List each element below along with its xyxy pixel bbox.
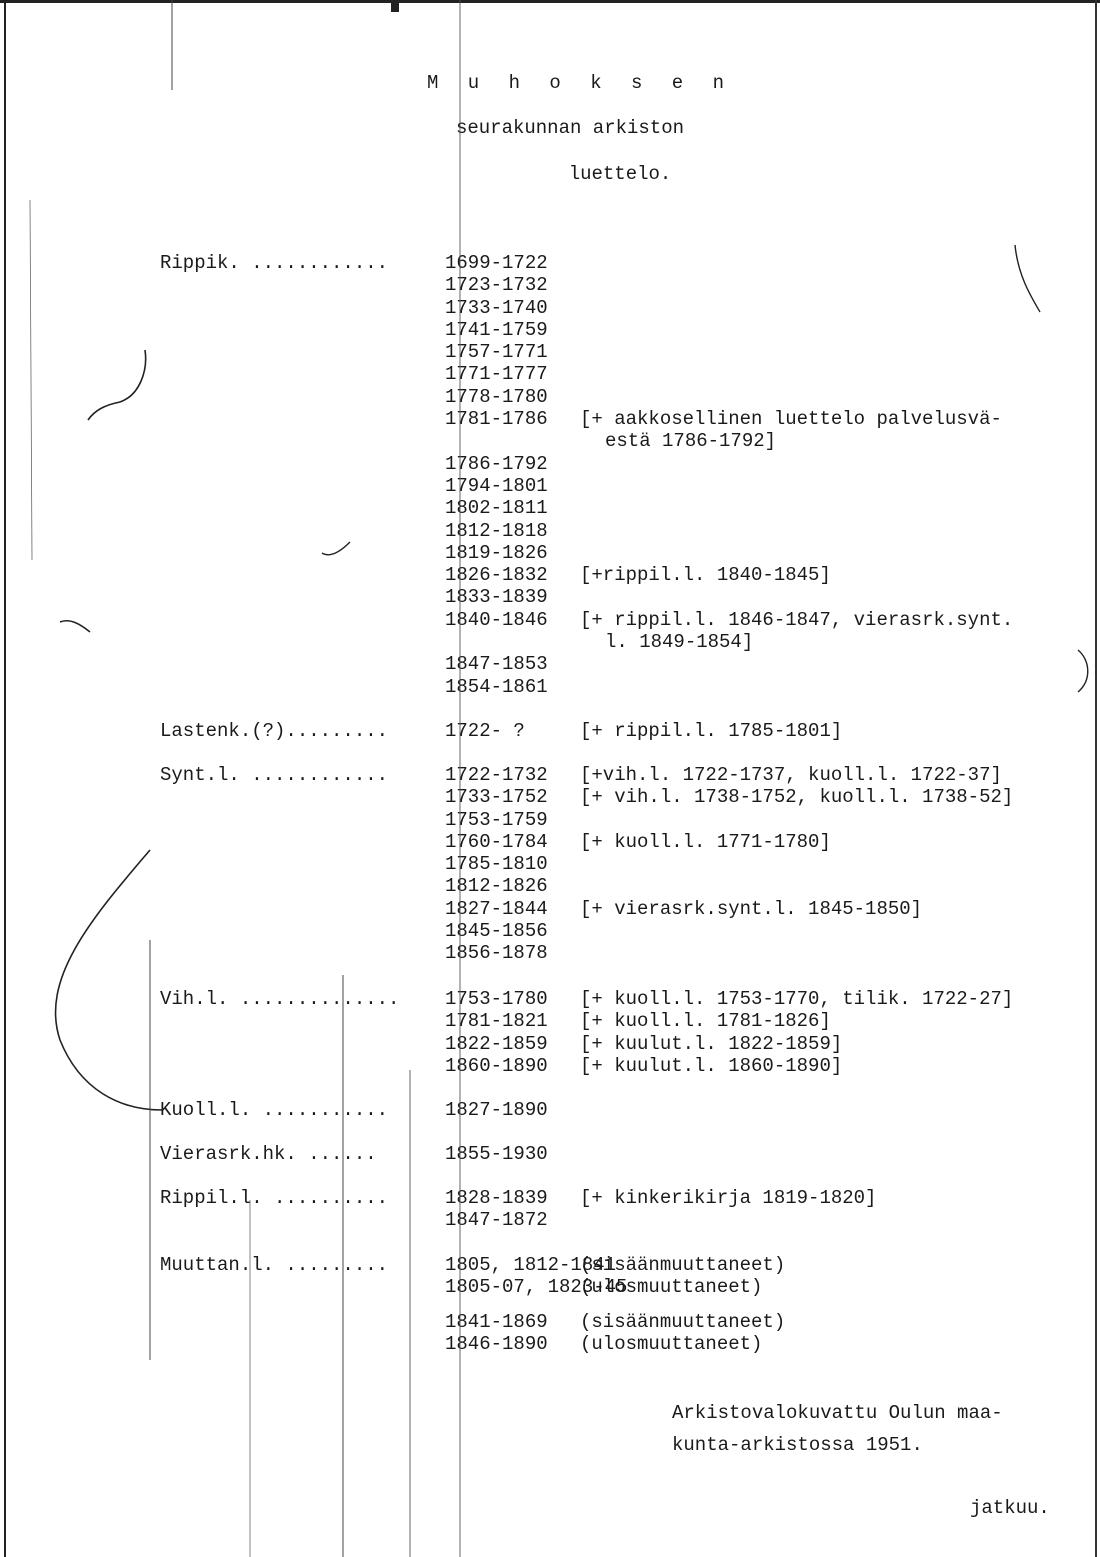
years: 1855-1930 <box>445 1143 548 1165</box>
section-label: Rippik. ............ <box>160 252 389 274</box>
margin-tick-mark-2 <box>322 542 350 555</box>
document-title: M u h o k s e n <box>426 72 734 94</box>
section-label: Muuttan.l. ......... <box>160 1254 389 1276</box>
years: 1812-1826 <box>445 875 548 898</box>
section-label: Rippil.l. .......... <box>160 1187 389 1209</box>
margin-bracket-mark <box>56 850 162 1110</box>
note: [+ kinkerikirja 1819-1820] <box>580 1187 877 1209</box>
note: [+ kuulut.l. 1822-1859] <box>580 1032 843 1055</box>
section-label: Lastenk.(?)......... <box>160 720 389 742</box>
note: [+ kuoll.l. 1753-1770, tilik. 1722-27] <box>580 988 1014 1010</box>
note: (ulosmuuttaneet) <box>580 1333 763 1356</box>
years: 1722-1732 <box>445 764 548 786</box>
note: [+ rippil.l. 1846-1847, vierasrk.synt. <box>580 608 1014 631</box>
years: 1854-1861 <box>445 675 548 698</box>
continued-note: jatkuu. <box>970 1497 1050 1519</box>
note: [+ vih.l. 1738-1752, kuoll.l. 1738-52] <box>580 786 1014 809</box>
note: [+ kuulut.l. 1860-1890] <box>580 1054 843 1077</box>
years: 1699-1722 <box>445 252 548 274</box>
years: 1778-1780 <box>445 385 548 408</box>
years: 1733-1752 <box>445 786 548 809</box>
years: 1785-1810 <box>445 853 548 876</box>
years: 1753-1759 <box>445 808 548 831</box>
right-paren-mark <box>1078 650 1088 692</box>
years: 1753-1780 <box>445 988 548 1010</box>
years: 1757-1771 <box>445 341 548 364</box>
years: 1805-07, 1823-45 <box>445 1276 628 1299</box>
years: 1826-1832 <box>445 564 548 587</box>
years: 1827-1890 <box>445 1099 548 1121</box>
years: 1741-1759 <box>445 318 548 341</box>
note: [+ rippil.l. 1785-1801] <box>580 720 843 742</box>
years: 1781-1821 <box>445 1010 548 1033</box>
years: 1760-1784 <box>445 830 548 853</box>
section-label: Vih.l. .............. <box>160 988 400 1010</box>
section-label: Vierasrk.hk. ...... <box>160 1143 377 1165</box>
years: 1733-1740 <box>445 296 548 319</box>
note: estä 1786-1792] <box>605 430 777 453</box>
years: 1827-1844 <box>445 897 548 920</box>
years: 1723-1732 <box>445 274 548 297</box>
note: [+rippil.l. 1840-1845] <box>580 564 831 587</box>
section-label: Kuoll.l. ........... <box>160 1099 389 1121</box>
years: 1828-1839 <box>445 1187 548 1209</box>
years: 1781-1786 <box>445 408 548 431</box>
years: 1841-1869 <box>445 1311 548 1333</box>
years: 1840-1846 <box>445 608 548 631</box>
years: 1805, 1812-1841 <box>445 1254 617 1276</box>
note: (ulosmuuttaneet) <box>580 1276 763 1299</box>
vertical-scratch-5 <box>30 200 32 560</box>
note: (sisäänmuuttaneet) <box>580 1311 786 1333</box>
years: 1786-1792 <box>445 452 548 475</box>
margin-tick-mark <box>60 621 90 632</box>
years: 1847-1853 <box>445 653 548 676</box>
years: 1771-1777 <box>445 363 548 386</box>
years: 1847-1872 <box>445 1209 548 1232</box>
note: [+ kuoll.l. 1771-1780] <box>580 830 831 853</box>
note: [+ vierasrk.synt.l. 1845-1850] <box>580 897 923 920</box>
years: 1722- ? <box>445 720 525 742</box>
years: 1802-1811 <box>445 497 548 520</box>
margin-check-mark <box>88 350 146 420</box>
years: 1846-1890 <box>445 1333 548 1356</box>
section-label: Synt.l. ............ <box>160 764 389 786</box>
years: 1856-1878 <box>445 942 548 965</box>
years: 1860-1890 <box>445 1054 548 1077</box>
note: l. 1849-1854] <box>605 631 754 654</box>
years: 1822-1859 <box>445 1032 548 1055</box>
years: 1794-1801 <box>445 474 548 497</box>
document-subtitle-2: luettelo. <box>568 163 672 185</box>
note: [+ kuoll.l. 1781-1826] <box>580 1010 831 1033</box>
document-subtitle: seurakunnan arkiston <box>455 117 685 139</box>
years: 1845-1856 <box>445 920 548 943</box>
note: (sisäänmuuttaneet) <box>580 1254 786 1276</box>
note: [+ aakkosellinen luettelo palvelusvä- <box>580 408 1002 431</box>
years: 1819-1826 <box>445 541 548 564</box>
right-diagonal-mark <box>1015 245 1040 312</box>
years: 1812-1818 <box>445 519 548 542</box>
footer-archive-note: Arkistovalokuvattu Oulun maa- <box>672 1402 1003 1424</box>
note: [+vih.l. 1722-1737, kuoll.l. 1722-37] <box>580 764 1002 786</box>
footer-archive-note-2: kunta-arkistossa 1951. <box>672 1434 923 1456</box>
years: 1833-1839 <box>445 586 548 609</box>
